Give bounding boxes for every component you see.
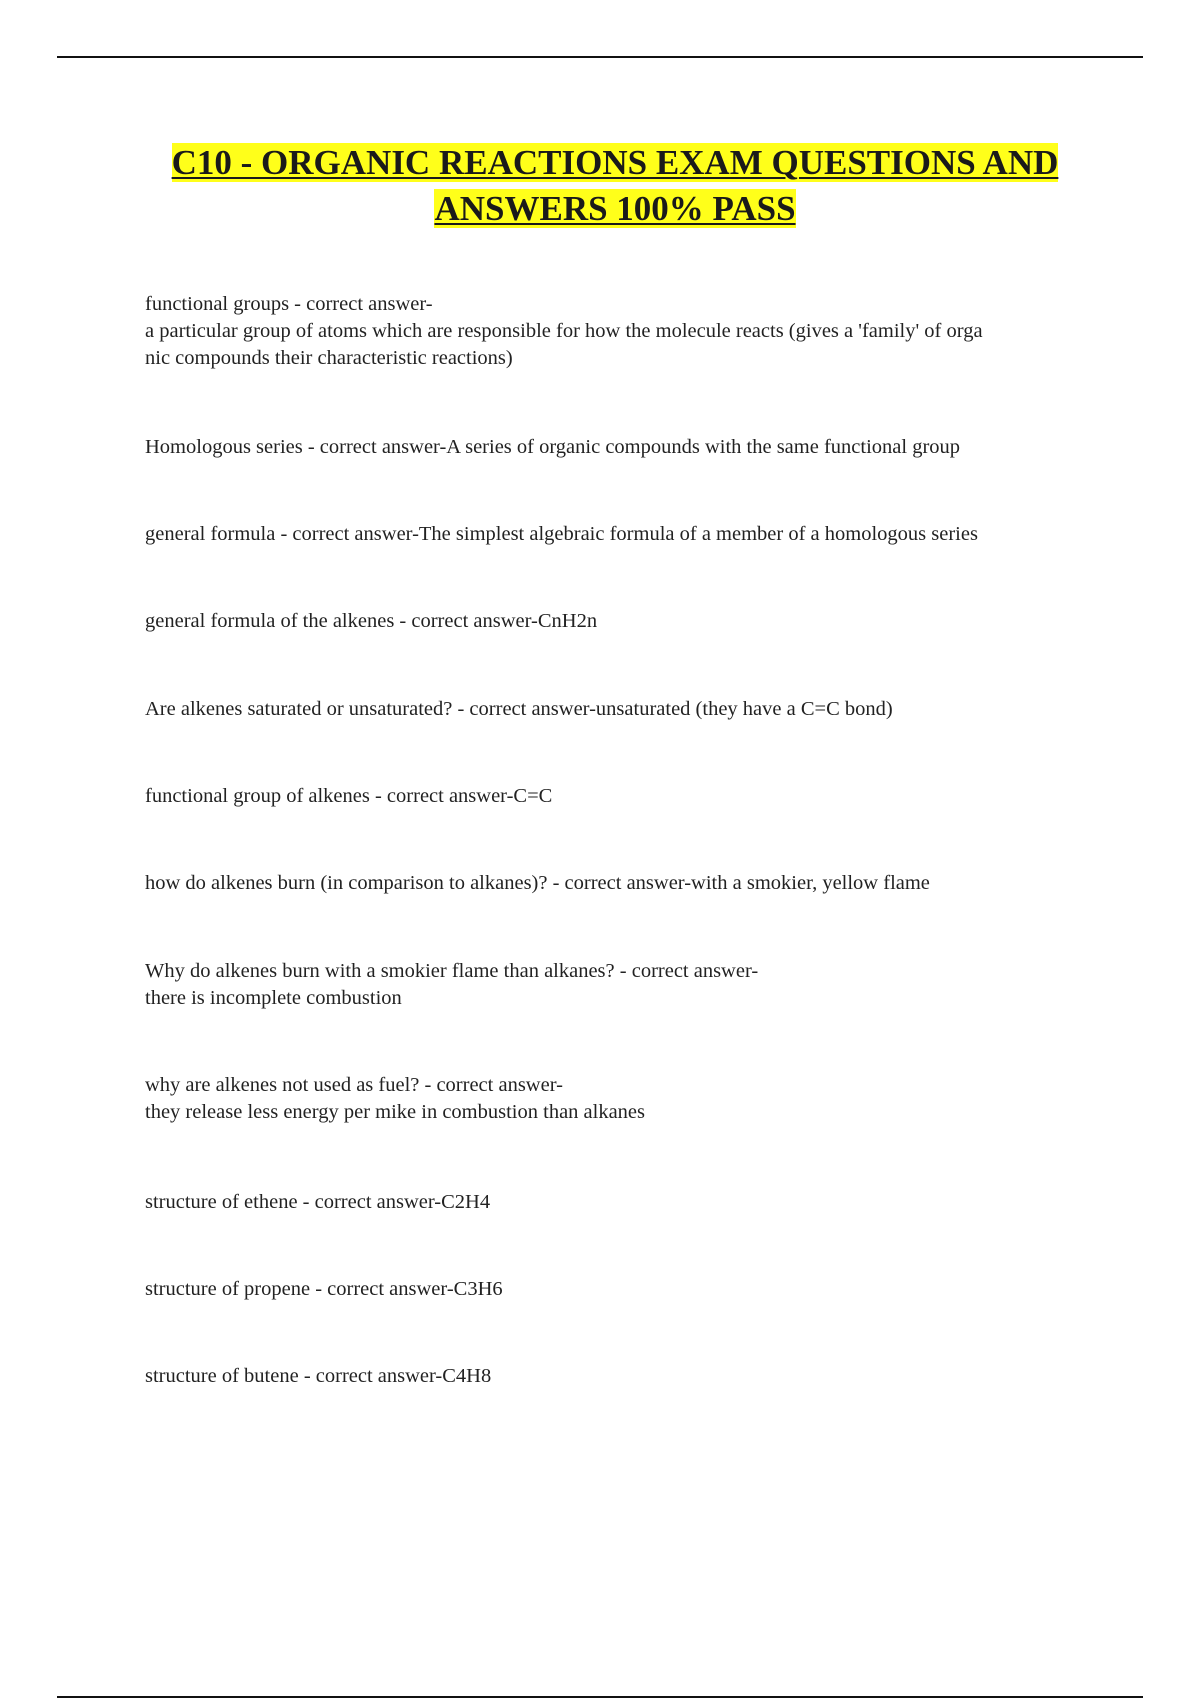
qa-line: a particular group of atoms which are responsible for how the molecule reacts (gives a 'family' of orga bbox=[145, 320, 983, 342]
qa-item-structure-ethene bbox=[145, 1189, 1090, 1216]
qa-line: Are alkenes saturated or unsaturated? - correct answer-unsaturated (they have a C=C bond) bbox=[145, 698, 893, 720]
qa-line: how do alkenes burn (in comparison to alkanes)? - correct answer-with a smokier, yellow flame bbox=[145, 872, 930, 894]
qa-item-general-formula bbox=[145, 521, 1090, 548]
qa-line: Why do alkenes burn with a smokier flame than alkanes? - correct answer- bbox=[145, 960, 759, 982]
qa-line: functional groups - correct answer- bbox=[145, 293, 433, 315]
page-bottom-rule bbox=[57, 1696, 1143, 1698]
page-top-rule bbox=[57, 56, 1143, 58]
qa-item-not-used-as-fuel bbox=[145, 1072, 1090, 1126]
qa-line: Homologous series - correct answer-A series of organic compounds with the same functional group bbox=[145, 436, 961, 458]
document-title bbox=[80, 140, 1150, 232]
qa-item-how-alkenes-burn bbox=[145, 870, 1090, 897]
qa-line: why are alkenes not used as fuel? - correct answer- bbox=[145, 1074, 563, 1096]
qa-item-structure-butene bbox=[145, 1363, 1090, 1390]
qa-item-smokier-flame bbox=[145, 958, 1090, 1012]
title-line-1: C10 - ORGANIC REACTIONS EXAM QUESTIONS AND bbox=[171, 143, 1059, 182]
qa-item-saturated-unsaturated bbox=[145, 696, 1090, 723]
qa-item-homologous-series bbox=[145, 434, 1090, 461]
qa-line: structure of butene - correct answer-C4H8 bbox=[145, 1365, 492, 1387]
qa-line: functional group of alkenes - correct answer-C=C bbox=[145, 785, 553, 807]
qa-line: nic compounds their characteristic reactions) bbox=[145, 347, 513, 369]
qa-item-general-formula-alkenes bbox=[145, 608, 1090, 635]
qa-line: there is incomplete combustion bbox=[145, 987, 402, 1009]
qa-line: structure of ethene - correct answer-C2H4 bbox=[145, 1191, 491, 1213]
qa-line: they release less energy per mike in combustion than alkanes bbox=[145, 1101, 646, 1123]
qa-item-functional-group-alkenes bbox=[145, 783, 1090, 810]
title-line-2: ANSWERS 100% PASS bbox=[434, 189, 796, 228]
qa-line: general formula - correct answer-The simplest algebraic formula of a member of a homologous series bbox=[145, 523, 978, 545]
qa-item-structure-propene bbox=[145, 1276, 1090, 1303]
qa-line: general formula of the alkenes - correct answer-CnH2n bbox=[145, 610, 598, 632]
qa-line: structure of propene - correct answer-C3H6 bbox=[145, 1278, 503, 1300]
qa-item-functional-groups bbox=[145, 291, 1090, 372]
